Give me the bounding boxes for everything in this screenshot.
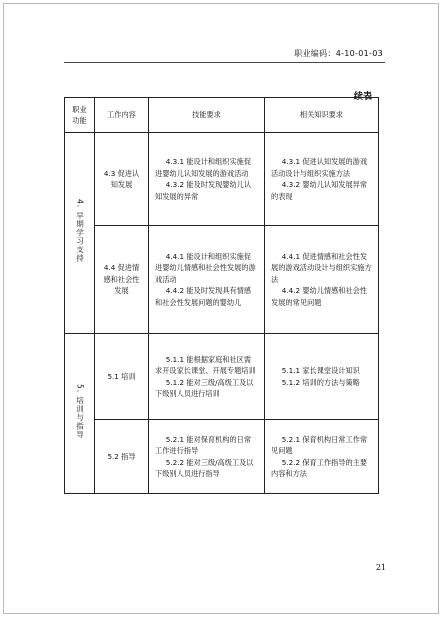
work-cell: 4.3 促进认知发展	[95, 133, 149, 226]
skill-item: 4.3.2 能及时发现婴幼儿认知发展的异常	[155, 180, 252, 201]
function-label: 4. 早期学习支持	[75, 199, 85, 264]
table-header-row	[65, 98, 379, 133]
work-cell: 5.1 培训	[95, 334, 149, 420]
header-function: 职业 功能	[65, 98, 95, 133]
function-label: 5. 培训与指导	[75, 384, 85, 440]
knowledge-item: 4.3.1 促进认知发展的游戏活动设计与组织实施方法	[271, 157, 368, 178]
work-cell: 4.4 促进情感和社会性发展	[95, 226, 149, 334]
skill-cell	[149, 334, 265, 420]
table-row	[65, 420, 379, 494]
skill-item: 4.4.1 能设计和组织实施促进婴幼儿情感和社会性发展的游戏活动	[155, 251, 256, 284]
knowledge-item: 4.3.2 婴幼儿认知发展异常的表现	[271, 180, 368, 201]
knowledge-item: 5.1.1 家长课堂设计知识	[281, 366, 360, 375]
skill-item: 5.1.2 能对三级/高级工及以下级别人员进行培训	[155, 377, 254, 398]
table-row	[65, 133, 379, 226]
skill-item: 4.3.1 能设计和组织实施促进婴幼儿认知发展的游戏活动	[155, 157, 252, 178]
work-cell: 5.2 指导	[95, 420, 149, 494]
skill-cell	[149, 133, 265, 226]
knowledge-item: 4.4.2 婴幼儿情感和社会性发展的常见问题	[271, 286, 368, 307]
header-work: 工作内容	[95, 98, 149, 133]
knowledge-cell	[265, 133, 379, 226]
knowledge-cell	[265, 334, 379, 420]
skill-cell	[149, 226, 265, 334]
header-knowledge: 相关知识要求	[265, 98, 379, 133]
table-row	[65, 334, 379, 420]
skill-item: 4.4.2 能及时发现具有情感和社会性发展问题的婴幼儿	[155, 286, 252, 307]
knowledge-item: 5.1.2 培训的方法与策略	[281, 377, 360, 387]
skill-cell	[149, 420, 265, 494]
table-row	[65, 226, 379, 334]
knowledge-item: 5.2.2 保育工作指导的主要内容和方法	[271, 457, 368, 478]
knowledge-cell	[265, 420, 379, 494]
skill-item: 5.1.1 能根据家庭和社区需求开设家长课堂、开展专题培训	[155, 354, 256, 375]
function-cell	[65, 133, 95, 334]
skills-table	[64, 97, 379, 494]
continued-label: 续表	[353, 92, 372, 102]
knowledge-item: 4.4.1 促进情感和社会性发展的游戏活动设计与组织实施方法	[271, 251, 372, 284]
header-skills: 技能要求	[149, 98, 265, 133]
page-number: 21	[375, 563, 386, 572]
knowledge-item: 5.2.1 保育机构日常工作常见问题	[271, 434, 368, 455]
skill-item: 5.2.1 能对保育机构的日常工作进行指导	[155, 434, 252, 455]
occupation-code: 职业编码：4-10-01-03	[294, 49, 383, 58]
skill-item: 5.2.2 能对三级/高级工及以下级别人员进行指导	[155, 457, 254, 478]
knowledge-cell	[265, 226, 379, 334]
header-rule	[64, 62, 385, 63]
function-cell	[65, 334, 95, 494]
